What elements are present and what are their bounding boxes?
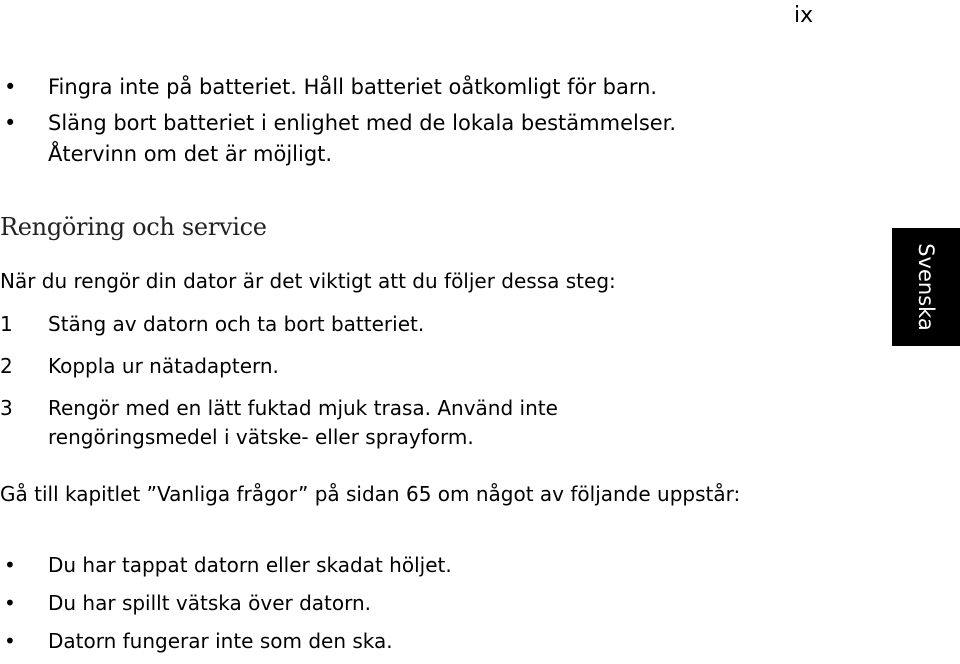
condition-bullet-list — [0, 550, 800, 664]
bullet-icon: • — [4, 111, 17, 135]
list-item — [0, 72, 760, 103]
section-heading: Rengöring och service — [0, 213, 267, 241]
battery-bullet-list — [0, 72, 760, 175]
intro-paragraph: När du rengör din dator är det viktigt att du följer dessa steg: — [0, 269, 616, 293]
list-item-text: Fingra inte på batteriet. Håll batteriet oåtkomligt för barn. — [48, 75, 658, 99]
list-item-text: Du har tappat datorn eller skadat höljet. — [48, 553, 452, 577]
step-number: 1 — [0, 312, 13, 336]
step-text: Rengör med en lätt fuktad mjuk trasa. Använd inte rengöringsmedel i vätske- eller sprayform. — [48, 396, 558, 449]
step-text: Stäng av datorn och ta bort batteriet. — [48, 312, 425, 336]
list-item-text: Släng bort batteriet i enlighet med de lokala bestämmelser. Återvinn om det är möjligt. — [48, 111, 677, 166]
step-item — [0, 310, 800, 339]
list-item — [0, 550, 800, 580]
page-number: ix — [794, 3, 814, 28]
language-tab-label: Svenska — [914, 243, 938, 331]
list-item-text: Du har spillt vätska över datorn. — [48, 591, 372, 615]
bullet-icon: • — [4, 629, 16, 653]
bullet-icon: • — [4, 553, 16, 577]
list-item — [0, 588, 800, 618]
step-item — [0, 394, 800, 452]
step-number: 3 — [0, 396, 13, 420]
language-tab — [892, 228, 960, 346]
step-text: Koppla ur nätadaptern. — [48, 354, 279, 378]
step-number: 2 — [0, 354, 13, 378]
cleaning-steps-list — [0, 310, 800, 465]
step-item — [0, 352, 800, 381]
followup-paragraph: Gå till kapitlet ”Vanliga frågor” på sidan 65 om något av följande uppstår: — [0, 482, 741, 506]
bullet-icon: • — [4, 591, 16, 615]
bullet-icon: • — [4, 75, 17, 99]
list-item — [0, 108, 760, 170]
list-item — [0, 626, 800, 656]
list-item-text: Datorn fungerar inte som den ska. — [48, 629, 393, 653]
